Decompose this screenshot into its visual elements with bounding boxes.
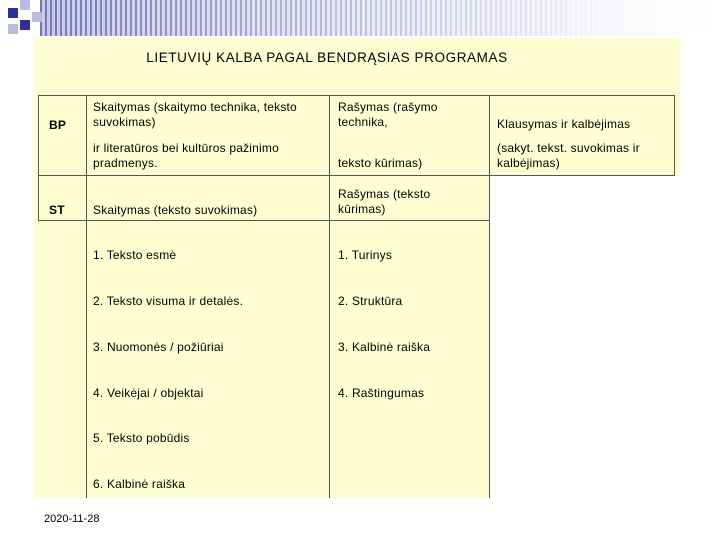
table-border-row2 bbox=[38, 220, 490, 221]
table-divider-col3 bbox=[489, 95, 490, 498]
decor-square bbox=[8, 24, 18, 34]
reading-item: 3. Nuomonės / požiūriai bbox=[93, 340, 224, 354]
reading-item: 4. Veikėjai / objektai bbox=[93, 386, 204, 400]
slide-title: LIETUVIŲ KALBA PAGAL BENDRĄSIAS PROGRAMAS bbox=[146, 50, 508, 65]
band-stripes bbox=[40, 0, 720, 36]
writing-item: 4. Raštingumas bbox=[338, 386, 425, 400]
st-writing-text: Rašymas (teksto kūrimas) bbox=[338, 187, 431, 216]
writing-item: 2. Struktūra bbox=[338, 294, 403, 308]
reading-item: 5. Teksto pobūdis bbox=[93, 431, 190, 445]
bp-writing-text: Rašymas (rašymo technika, bbox=[338, 100, 438, 129]
bp-listening-text-2: (sakyt. tekst. suvokimas ir kalbėjimas) bbox=[497, 141, 640, 170]
reading-item: 2. Teksto visuma ir detalės. bbox=[93, 294, 244, 308]
table-divider-col2 bbox=[329, 95, 330, 498]
slide-panel bbox=[34, 38, 680, 498]
table-border-left bbox=[38, 95, 39, 221]
top-decorative-band bbox=[0, 0, 720, 36]
writing-item: 3. Kalbinė raiška bbox=[338, 340, 431, 354]
bp-reading-text-2: ir literatūros bei kultūros pažinimo pradmenys. bbox=[93, 141, 279, 170]
empty-column-area bbox=[490, 176, 680, 498]
slide-date: 2020-11-28 bbox=[44, 513, 100, 525]
table-border-top bbox=[38, 95, 675, 96]
bp-listening-text: Klausymas ir kalbėjimas bbox=[497, 117, 631, 131]
row-label-st: ST bbox=[49, 203, 65, 217]
decor-square bbox=[8, 8, 18, 18]
decor-square bbox=[20, 0, 30, 10]
bp-writing-text-2: teksto kūrimas) bbox=[338, 156, 423, 170]
decor-square bbox=[32, 12, 42, 22]
table-divider-col1 bbox=[86, 95, 87, 498]
row-label-bp: BP bbox=[49, 118, 67, 132]
decor-square bbox=[20, 20, 30, 30]
writing-item: 1. Turinys bbox=[338, 248, 393, 262]
reading-item: 6. Kalbinė raiška bbox=[93, 477, 186, 491]
table-border-right bbox=[674, 95, 675, 176]
reading-item: 1. Teksto esmė bbox=[93, 248, 177, 262]
table-border-row1 bbox=[38, 175, 675, 176]
bp-reading-text: Skaitymas (skaitymo technika, teksto suvokimas) bbox=[93, 100, 297, 129]
st-reading-text: Skaitymas (teksto suvokimas) bbox=[93, 203, 258, 217]
